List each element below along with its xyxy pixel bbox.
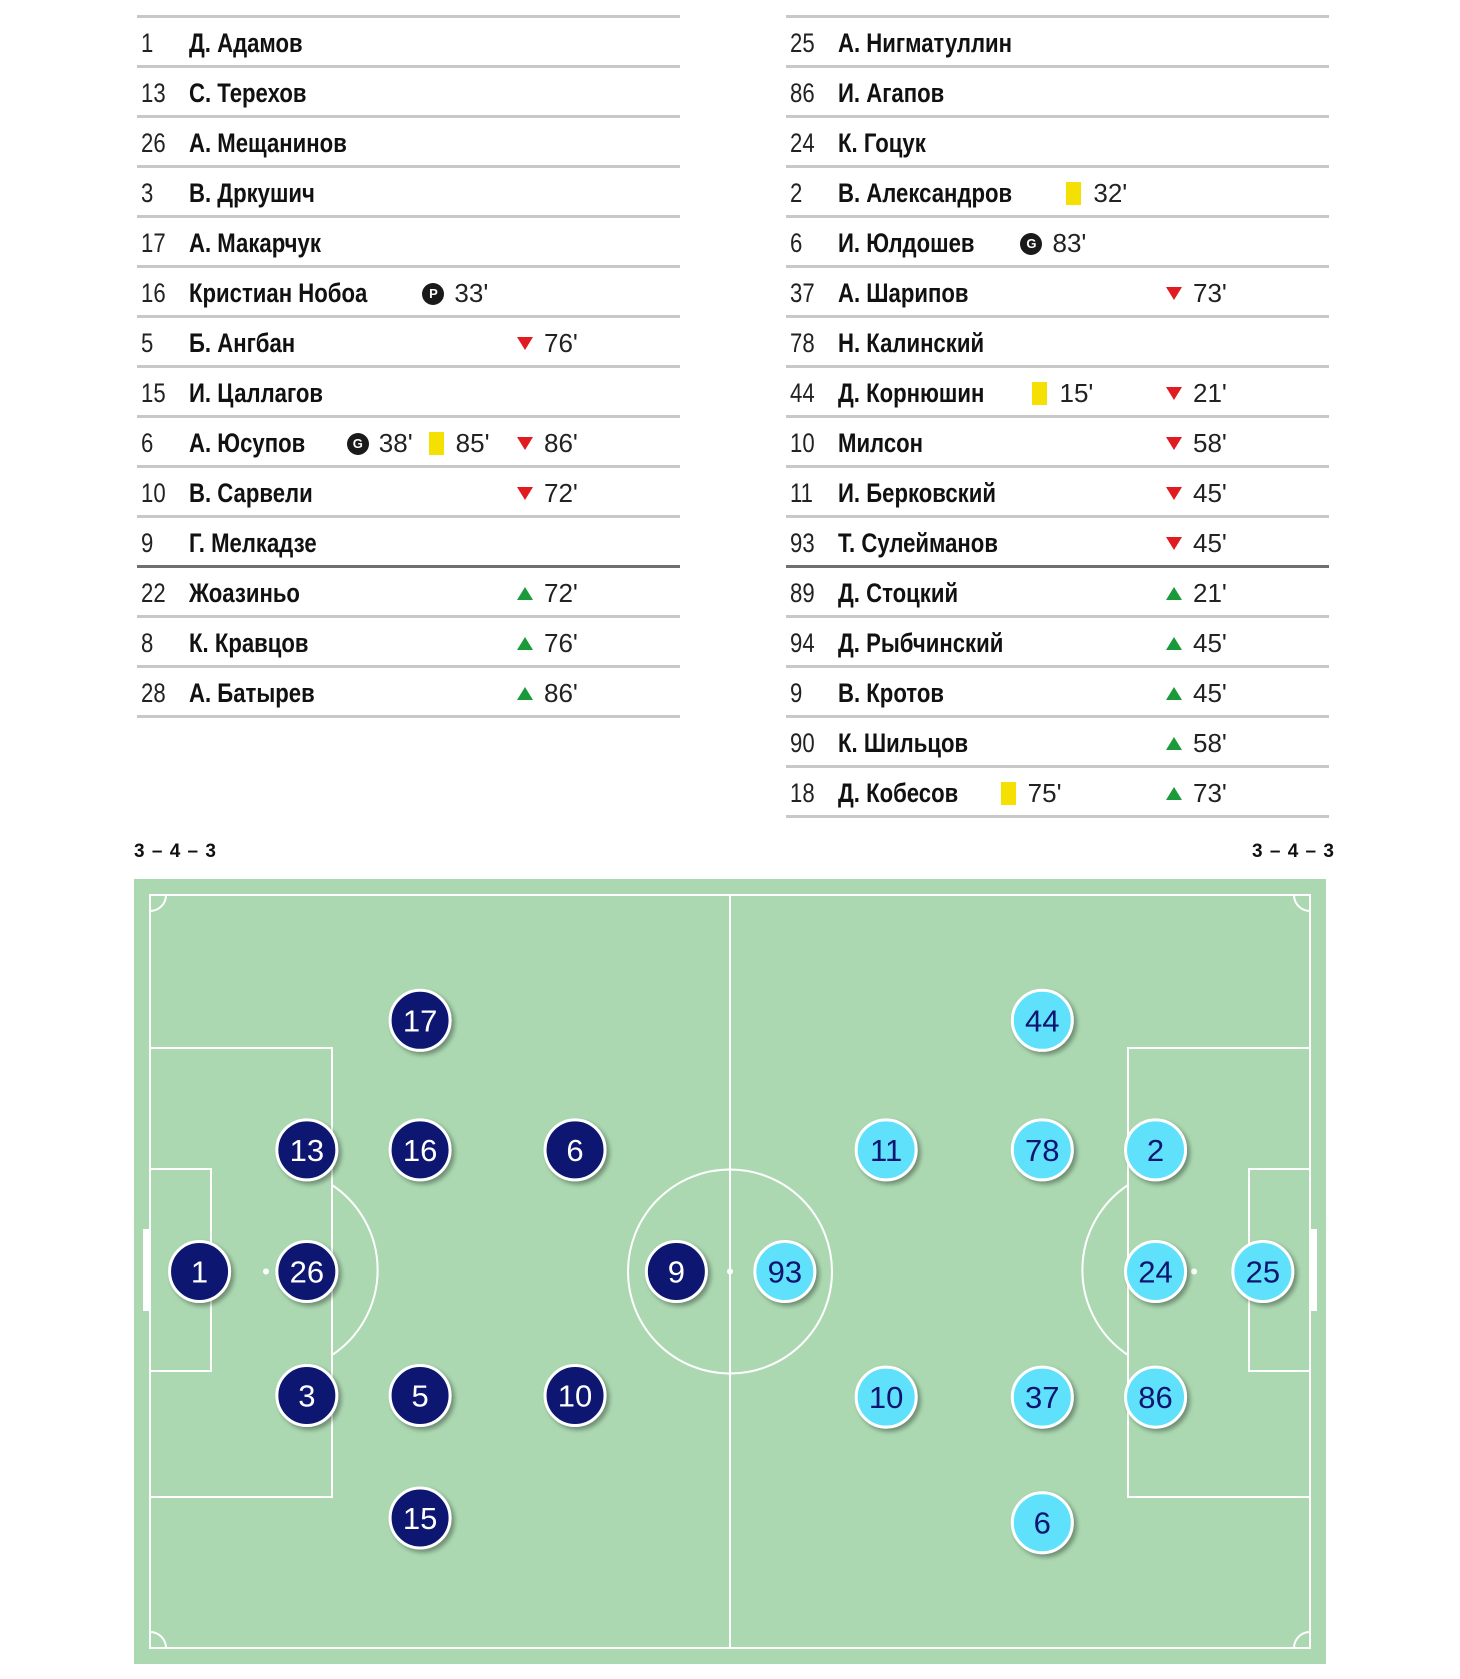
player-name-group <box>189 178 343 209</box>
player-name-group <box>189 528 345 559</box>
lineup-row <box>786 668 1329 718</box>
away-player-token <box>1126 1242 1186 1302</box>
player-name: А. Макарчук <box>189 228 321 258</box>
player-token-number: 5 <box>411 1378 429 1414</box>
away-player-token <box>1233 1242 1293 1302</box>
player-name-group <box>838 728 997 759</box>
lineup-row <box>786 68 1329 118</box>
player-name-group <box>838 628 1040 659</box>
substitution-in <box>517 628 578 659</box>
goal-minute: 33' <box>454 278 489 308</box>
player-name-group <box>189 78 332 109</box>
sub-out-arrow-icon <box>1166 437 1182 450</box>
lineup-row <box>137 618 680 668</box>
sub-in-arrow-icon <box>517 687 533 700</box>
player-number: 37 <box>790 278 815 308</box>
substitution-minute: 21' <box>1193 578 1227 608</box>
player-name-group <box>189 678 342 709</box>
player-name-group <box>838 328 1016 359</box>
player-name: А. Мещанинов <box>189 128 347 158</box>
player-name-group <box>838 778 1062 809</box>
substitution-minute: 45' <box>1193 678 1227 708</box>
sub-in-arrow-icon <box>1166 737 1182 750</box>
yellow-card-icon <box>1032 382 1047 405</box>
lineup-row <box>137 218 680 268</box>
substitution-out <box>1166 528 1227 559</box>
home-formation: 3 – 4 – 3 <box>134 841 217 862</box>
lineup-row <box>786 118 1329 168</box>
player-name-group <box>189 28 328 59</box>
lineup-row <box>786 18 1329 68</box>
player-number: 11 <box>790 478 813 508</box>
player-number: 9 <box>790 678 803 708</box>
player-number: 6 <box>790 228 803 258</box>
sub-in-arrow-icon <box>517 587 533 600</box>
left-goal <box>143 1229 150 1311</box>
player-name: Б. Ангбан <box>189 328 296 358</box>
substitution-out <box>1166 428 1227 459</box>
player-token-number: 17 <box>402 1003 438 1039</box>
player-name: А. Нигматуллин <box>838 28 1013 58</box>
substitution-out <box>1166 278 1227 309</box>
player-number: 2 <box>790 178 803 208</box>
player-token-number: 10 <box>557 1378 593 1414</box>
player-name: К. Гоцук <box>838 128 926 158</box>
home-player-token <box>277 1242 337 1302</box>
player-name-group <box>838 578 984 609</box>
substitution-in <box>1166 728 1227 759</box>
player-number: 26 <box>141 128 166 158</box>
sub-out-arrow-icon <box>1166 287 1182 300</box>
player-number: 18 <box>790 778 815 808</box>
player-number: 25 <box>790 28 815 58</box>
player-number: 8 <box>141 628 154 658</box>
player-name-group <box>838 678 967 709</box>
player-token-number: 37 <box>1025 1380 1060 1416</box>
player-token-number: 2 <box>1146 1132 1165 1168</box>
home-player-token <box>390 1120 450 1180</box>
substitution-minute: 21' <box>1193 378 1227 408</box>
player-name-group <box>838 478 1031 509</box>
player-number: 15 <box>141 378 166 408</box>
goal-event <box>422 278 488 309</box>
away-lineup <box>786 15 1329 818</box>
right-penalty-spot <box>1191 1269 1197 1275</box>
substitution-minute: 45' <box>1193 478 1227 508</box>
yellow-card-event <box>429 428 490 459</box>
player-name-group <box>838 428 942 459</box>
player-token-number: 86 <box>1138 1380 1173 1416</box>
sub-in-arrow-icon <box>1166 687 1182 700</box>
player-number: 22 <box>141 578 166 608</box>
away-player-token <box>1012 1493 1072 1553</box>
player-number: 86 <box>790 78 815 108</box>
lineup-row <box>137 268 680 318</box>
lineup-row <box>786 568 1329 618</box>
player-token-number: 11 <box>870 1132 903 1168</box>
player-token-number: 78 <box>1025 1132 1060 1168</box>
substitution-in <box>517 678 578 709</box>
sub-out-arrow-icon <box>1166 487 1182 500</box>
home-player-token <box>390 990 450 1050</box>
player-name: А. Юсупов <box>189 428 306 458</box>
substitution-in <box>1166 778 1227 809</box>
player-token-number: 44 <box>1025 1003 1060 1039</box>
substitution-minute: 58' <box>1193 428 1227 458</box>
lineup-row <box>786 218 1329 268</box>
home-player-token <box>170 1242 230 1302</box>
right-goal <box>1310 1229 1317 1311</box>
player-name: Жоазиньо <box>189 578 300 608</box>
lineup-row <box>786 768 1329 818</box>
player-name: И. Юлдошев <box>838 228 975 258</box>
player-name-group <box>189 478 340 509</box>
player-token-number: 24 <box>1138 1254 1173 1290</box>
substitution-in <box>1166 628 1227 659</box>
yellow-card-minute: 75' <box>1027 778 1062 808</box>
lineup-row <box>786 518 1329 568</box>
sub-in-arrow-icon <box>1166 587 1182 600</box>
sub-in-arrow-icon <box>1166 787 1182 800</box>
player-number: 24 <box>790 128 815 158</box>
player-token-number: 10 <box>868 1380 904 1416</box>
away-player-token <box>1126 1367 1186 1427</box>
player-name: В. Дркушич <box>189 178 315 208</box>
lineup-row <box>137 468 680 518</box>
player-number: 44 <box>790 378 815 408</box>
goal-icon: G <box>347 433 369 455</box>
player-name: А. Батырев <box>189 678 315 708</box>
player-name: Милсон <box>838 428 924 458</box>
player-name: И. Цаллагов <box>189 378 324 408</box>
sub-out-arrow-icon <box>1166 537 1182 550</box>
player-name: В. Сарвели <box>189 478 313 508</box>
lineup-row <box>137 668 680 718</box>
player-name: Г. Мелкадзе <box>189 528 317 558</box>
player-token-number: 6 <box>1033 1505 1051 1541</box>
player-number: 93 <box>790 528 815 558</box>
player-number: 78 <box>790 328 815 358</box>
yellow-card-event <box>1066 178 1127 209</box>
player-name-group <box>189 378 352 409</box>
lineup-row <box>786 368 1329 418</box>
player-number: 10 <box>790 428 815 458</box>
lineup-row <box>786 418 1329 468</box>
player-name-group <box>189 278 488 309</box>
player-name-group <box>838 278 997 309</box>
lineup-row <box>137 18 680 68</box>
player-number: 3 <box>141 178 154 208</box>
yellow-card-icon <box>1001 782 1016 805</box>
substitution-minute: 86' <box>544 678 578 708</box>
substitution-out <box>517 478 578 509</box>
away-player-token <box>1012 1120 1072 1180</box>
lineup-row <box>786 468 1329 518</box>
player-token-number: 25 <box>1245 1254 1281 1290</box>
away-player-token <box>1126 1120 1186 1180</box>
goal-event <box>1020 228 1086 259</box>
player-name-group <box>189 578 324 609</box>
substitution-minute: 73' <box>1193 778 1227 808</box>
away-player-token <box>856 1120 916 1180</box>
player-token-number: 1 <box>190 1254 209 1290</box>
player-name-group <box>189 228 350 259</box>
sub-out-arrow-icon <box>517 437 533 450</box>
player-name-group <box>838 128 945 159</box>
centre-spot <box>727 1269 733 1275</box>
player-name-group <box>838 178 1127 209</box>
substitution-minute: 73' <box>1193 278 1227 308</box>
player-name: В. Кротов <box>838 678 944 708</box>
player-token-number: 15 <box>402 1500 438 1536</box>
player-token-number: 6 <box>566 1132 584 1168</box>
lineup-row <box>786 168 1329 218</box>
away-lineup-rows <box>786 18 1329 818</box>
substitution-out <box>1166 378 1227 409</box>
sub-in-arrow-icon <box>517 637 533 650</box>
player-name-group <box>189 328 318 359</box>
substitution-minute: 45' <box>1193 528 1227 558</box>
player-number: 6 <box>141 428 154 458</box>
away-formation: 3 – 4 – 3 <box>1252 841 1335 862</box>
player-name-group <box>838 528 1033 559</box>
player-name-group <box>838 28 1050 59</box>
yellow-card-event <box>1032 378 1093 409</box>
away-player-token <box>755 1242 815 1302</box>
player-number: 5 <box>141 328 154 358</box>
substitution-minute: 72' <box>544 578 578 608</box>
player-token-number: 16 <box>402 1132 438 1168</box>
home-lineup <box>137 15 680 718</box>
player-name: Д. Кобесов <box>838 778 959 808</box>
player-number: 16 <box>141 278 166 308</box>
yellow-card-minute: 32' <box>1093 178 1128 208</box>
lineup-row <box>137 568 680 618</box>
substitution-minute: 76' <box>544 328 578 358</box>
player-number: 94 <box>790 628 815 658</box>
home-lineup-rows <box>137 18 680 718</box>
lineup-row <box>786 318 1329 368</box>
substitution-minute: 72' <box>544 478 578 508</box>
player-name: И. Берковский <box>838 478 996 508</box>
player-name-group <box>189 128 381 159</box>
lineup-row <box>137 518 680 568</box>
home-player-token <box>277 1120 337 1180</box>
substitution-out <box>517 428 578 459</box>
lineup-row <box>137 68 680 118</box>
substitution-minute: 86' <box>544 428 578 458</box>
player-name: Д. Стоцкий <box>838 578 959 608</box>
home-player-token <box>545 1120 605 1180</box>
goal-event <box>347 428 413 459</box>
player-name: А. Шарипов <box>838 278 969 308</box>
lineup-row <box>786 618 1329 668</box>
substitution-minute: 76' <box>544 628 578 658</box>
player-name: К. Кравцов <box>189 628 309 658</box>
home-player-token <box>545 1366 605 1426</box>
home-player-token <box>646 1242 706 1302</box>
yellow-card-minute: 85' <box>455 428 490 458</box>
lineup-row <box>137 118 680 168</box>
substitution-in <box>1166 578 1227 609</box>
player-name: Д. Адамов <box>189 28 303 58</box>
goal-icon: G <box>1020 233 1042 255</box>
player-name-group <box>189 428 490 459</box>
lineup-row <box>137 368 680 418</box>
lineup-row <box>137 418 680 468</box>
lineup-row <box>137 318 680 368</box>
player-name-group <box>838 78 968 109</box>
substitution-in <box>517 578 578 609</box>
substitution-minute: 45' <box>1193 628 1227 658</box>
home-player-token <box>390 1366 450 1426</box>
lineup-row <box>137 168 680 218</box>
left-penalty-spot <box>263 1269 269 1275</box>
player-number: 17 <box>141 228 166 258</box>
player-name: К. Шильцов <box>838 728 969 758</box>
home-player-token <box>277 1366 337 1426</box>
home-player-token <box>390 1488 450 1548</box>
player-number: 28 <box>141 678 166 708</box>
player-token-number: 13 <box>289 1132 325 1168</box>
player-name-group <box>189 628 335 659</box>
penalty-goal-icon: P <box>422 283 444 305</box>
yellow-card-icon <box>1066 182 1081 205</box>
player-number: 9 <box>141 528 154 558</box>
player-name: С. Терехов <box>189 78 307 108</box>
player-name: Д. Корнюшин <box>838 378 985 408</box>
substitution-out <box>1166 478 1227 509</box>
sub-out-arrow-icon <box>1166 387 1182 400</box>
away-player-token <box>856 1367 916 1427</box>
lineup-row <box>786 718 1329 768</box>
sub-out-arrow-icon <box>517 487 533 500</box>
yellow-card-icon <box>429 432 444 455</box>
player-token-number: 93 <box>767 1254 803 1290</box>
yellow-card-event <box>1001 778 1062 809</box>
player-token-number: 26 <box>289 1254 325 1290</box>
player-token-number: 3 <box>298 1378 316 1414</box>
goal-minute: 83' <box>1052 228 1087 258</box>
player-name: Кристиан Нобоа <box>189 278 368 308</box>
player-number: 90 <box>790 728 815 758</box>
football-pitch <box>134 879 1326 1664</box>
substitution-in <box>1166 678 1227 709</box>
player-name: И. Агапов <box>838 78 945 108</box>
player-number: 10 <box>141 478 166 508</box>
substitution-minute: 58' <box>1193 728 1227 758</box>
yellow-card-minute: 15' <box>1059 378 1094 408</box>
substitution-out <box>517 328 578 359</box>
sub-out-arrow-icon <box>517 337 533 350</box>
player-name: Н. Калинский <box>838 328 985 358</box>
player-number: 13 <box>141 78 166 108</box>
away-player-token <box>1012 1367 1072 1427</box>
player-name: Т. Сулейманов <box>838 528 998 558</box>
sub-in-arrow-icon <box>1166 637 1182 650</box>
lineup-row <box>786 268 1329 318</box>
player-name: В. Александров <box>838 178 1013 208</box>
player-name-group <box>838 378 1093 409</box>
player-name: Д. Рыбчинский <box>838 628 1004 658</box>
player-name-group <box>838 228 1086 259</box>
player-token-number: 9 <box>667 1254 685 1290</box>
away-player-token <box>1012 990 1072 1050</box>
player-number: 1 <box>141 28 154 58</box>
goal-minute: 38' <box>378 428 413 458</box>
player-number: 89 <box>790 578 815 608</box>
